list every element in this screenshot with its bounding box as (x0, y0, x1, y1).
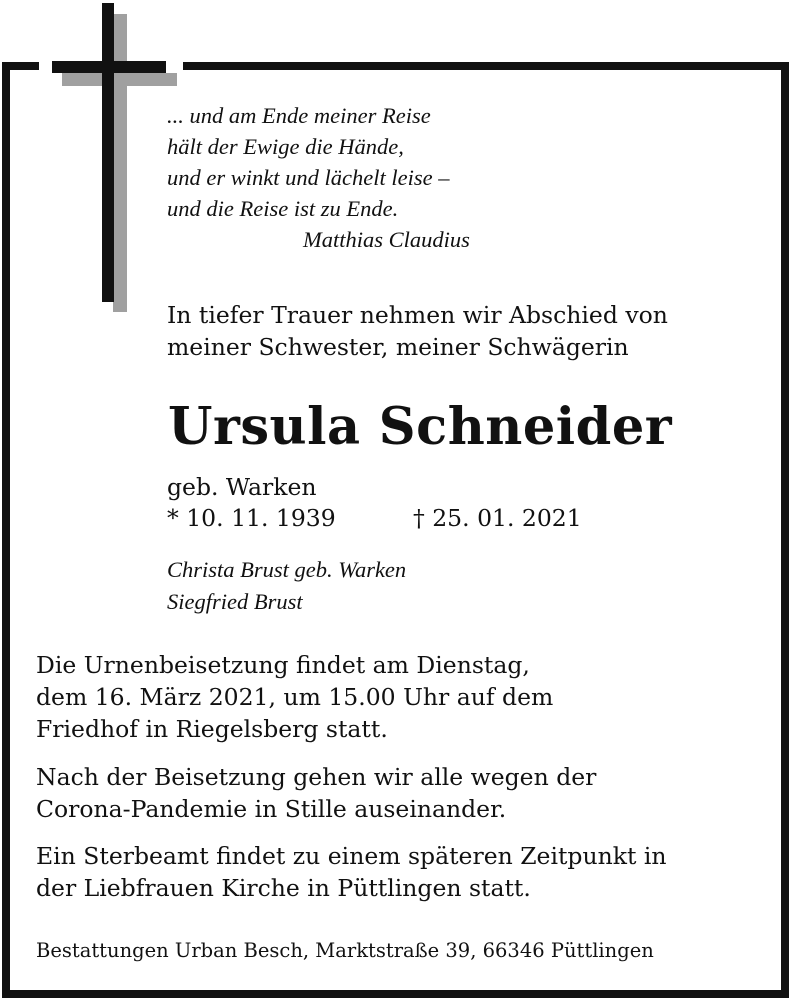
mourners (167, 554, 406, 618)
death-date: † 25. 01. 2021 (413, 504, 582, 532)
paragraph-line: der Liebfrauen Kirche in Püttlingen statt. (36, 874, 531, 902)
cross-shadow-horizontal (62, 73, 177, 86)
cross-bar-vertical (102, 3, 114, 302)
paragraph-line: dem 16. März 2021, um 15.00 Uhr auf dem (36, 683, 554, 711)
paragraph-line: Die Urnenbeisetzung findet am Dienstag, (36, 651, 530, 679)
birth-date: * 10. 11. 1939 (167, 504, 336, 532)
paragraph-line: Friedhof in Riegelsberg statt. (36, 715, 388, 743)
funeral-home-address: Bestattungen Urban Besch, Marktstraße 39, 66346 Püttlingen (36, 939, 654, 962)
intro-line: meiner Schwester, meiner Schwägerin (167, 333, 629, 361)
cross-bar-horizontal (52, 61, 166, 73)
poem-line: ... und am Ende meiner Reise (167, 103, 431, 128)
requiem-notice (36, 840, 667, 904)
frame-border-bottom (2, 990, 789, 998)
poem-line: und die Reise ist zu Ende. (167, 196, 399, 221)
intro-text (167, 299, 668, 363)
pandemic-notice (36, 761, 596, 825)
cross-shadow-vertical (113, 14, 127, 312)
poem-line: und er winkt und lächelt leise – (167, 165, 450, 190)
paragraph-line: Ein Sterbeamt findet zu einem späteren Zeitpunkt in (36, 842, 667, 870)
deceased-name: Ursula Schneider (168, 397, 673, 457)
burial-notice (36, 649, 553, 745)
mourner-name: Christa Brust geb. Warken (167, 557, 407, 582)
intro-line: In tiefer Trauer nehmen wir Abschied von (167, 301, 668, 329)
birth-name: geb. Warken (167, 473, 317, 501)
paragraph-line: Nach der Beisetzung gehen wir alle wegen der (36, 763, 597, 791)
mourner-name: Siegfried Brust (167, 589, 303, 614)
poem (167, 100, 470, 255)
poem-author: Matthias Claudius (303, 227, 470, 252)
life-dates (167, 502, 617, 534)
paragraph-line: Corona-Pandemie in Stille auseinander. (36, 795, 507, 823)
poem-line: hält der Ewige die Hände, (167, 134, 404, 159)
